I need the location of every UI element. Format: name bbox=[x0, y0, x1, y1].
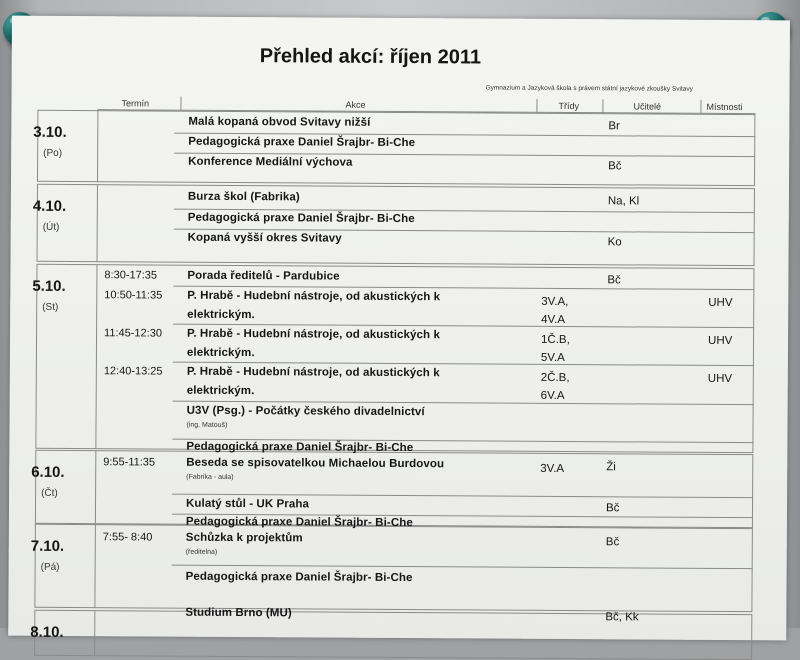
event-title: Pedagogická praxe Daniel Šrajbr- Bi-Che bbox=[188, 135, 416, 150]
event-room: UHV bbox=[708, 296, 733, 310]
event-teacher: Bč bbox=[608, 160, 622, 173]
day-name: (Pá) bbox=[40, 561, 60, 573]
event-teacher: Na, Kl bbox=[607, 195, 640, 208]
event-classes: 3V.A, bbox=[541, 295, 569, 309]
event-title-continued: elektrickým. bbox=[186, 384, 255, 398]
header-divider bbox=[536, 99, 537, 113]
event-note: (Fabrika - aula) bbox=[186, 473, 234, 481]
event-time: 10:50-11:35 bbox=[104, 289, 163, 302]
event-room: UHV bbox=[707, 334, 733, 348]
event-teacher: Ži bbox=[606, 461, 616, 474]
event-title: Kulatý stůl - UK Praha bbox=[185, 497, 310, 511]
event-room: UHV bbox=[707, 372, 733, 386]
event-teacher: Bč, Kk bbox=[605, 611, 639, 624]
day-date: 3.10. bbox=[33, 123, 67, 141]
header-divider bbox=[700, 100, 701, 114]
day-name: (Po) bbox=[43, 147, 63, 159]
school-name: Gymnazium a Jazyková škola s právem státní jazykové zkoušky Svitavy bbox=[485, 84, 693, 93]
event-title: Kopaná vyšší okres Svitavy bbox=[187, 231, 342, 245]
event-title: Beseda se spisovatelkou Michaelou Burdovou bbox=[186, 456, 445, 471]
event-title: Studium Brno (MU) bbox=[185, 606, 292, 620]
event-classes-continued: 5V.A bbox=[540, 351, 565, 365]
event-classes-continued: 4V.A bbox=[541, 313, 566, 327]
day-name: (Út) bbox=[42, 221, 60, 233]
event-teacher: Bč bbox=[605, 536, 620, 549]
event-classes: 1Č.B, bbox=[540, 333, 570, 347]
event-time: 11:45-12:30 bbox=[104, 327, 163, 340]
event-time: 7:55- 8:40 bbox=[102, 531, 153, 544]
column-header-ucitele: Učitelé bbox=[633, 101, 662, 112]
day-date: 7.10. bbox=[30, 537, 65, 555]
event-teacher: Br bbox=[608, 120, 620, 133]
header-divider bbox=[180, 97, 181, 111]
event-title: Pedagogická praxe Daniel Šrajbr- Bi-Che bbox=[187, 211, 415, 226]
schedule-sheet bbox=[8, 16, 790, 641]
event-title: Konference Mediální výchova bbox=[188, 155, 353, 169]
event-title: Pedagogická praxe Daniel Šrajbr- Bi-Che bbox=[186, 440, 414, 455]
day-name: (Čt) bbox=[41, 487, 58, 499]
day-block bbox=[34, 610, 752, 660]
event-teacher: Ko bbox=[607, 236, 622, 249]
event-classes-continued: 6V.A bbox=[540, 389, 565, 403]
event-time: 12:40-13:25 bbox=[103, 365, 163, 378]
event-classes: 2Č.B, bbox=[540, 371, 570, 385]
event-title: Malá kopaná obvod Svitavy nižší bbox=[188, 115, 371, 129]
event-title: P. Hrabě - Hudební nástroje, od akustických k bbox=[187, 289, 441, 304]
column-header-akce: Akce bbox=[345, 99, 366, 110]
event-teacher: Bč bbox=[605, 502, 620, 515]
column-header-termin: Termín bbox=[121, 98, 150, 109]
day-date: 8.10. bbox=[30, 623, 64, 641]
column-header-mistnosti: Místnosti bbox=[706, 101, 743, 113]
event-title: Schůzka k projektům bbox=[185, 531, 303, 545]
event-title: Burza škol (Fabrika) bbox=[187, 190, 300, 204]
day-name: (St) bbox=[42, 301, 59, 313]
event-title: U3V (Psg.) - Počátky českého divadelnictví bbox=[186, 404, 425, 419]
event-note: (ředitelna) bbox=[185, 548, 218, 556]
event-classes: 3V.A bbox=[540, 462, 565, 476]
event-note: (ing. Matouš) bbox=[186, 421, 228, 429]
day-date: 4.10. bbox=[32, 197, 67, 215]
event-title-continued: elektrickým. bbox=[186, 346, 255, 360]
event-time: 9:55-11:35 bbox=[103, 456, 156, 469]
event-title: P. Hrabě - Hudební nástroje, od akustických k bbox=[186, 365, 440, 380]
event-title: P. Hrabě - Hudební nástroje, od akustických k bbox=[187, 327, 440, 342]
event-title: Pedagogická praxe Daniel Šrajbr- Bi-Che bbox=[185, 515, 413, 530]
column-header-tridy: Třídy bbox=[558, 100, 580, 112]
page-title: Přehled akcí: říjen 2011 bbox=[259, 45, 482, 69]
event-title: Porada ředitelů - Pardubice bbox=[187, 269, 340, 283]
day-date: 5.10. bbox=[32, 277, 66, 295]
header-divider bbox=[602, 99, 603, 113]
event-title: Pedagogická praxe Daniel Šrajbr- Bi-Che bbox=[185, 570, 413, 585]
event-teacher: Bč bbox=[607, 274, 621, 287]
event-time: 8:30-17:35 bbox=[104, 269, 158, 282]
event-title-continued: elektrickým. bbox=[187, 308, 255, 322]
day-date: 6.10. bbox=[31, 463, 65, 481]
